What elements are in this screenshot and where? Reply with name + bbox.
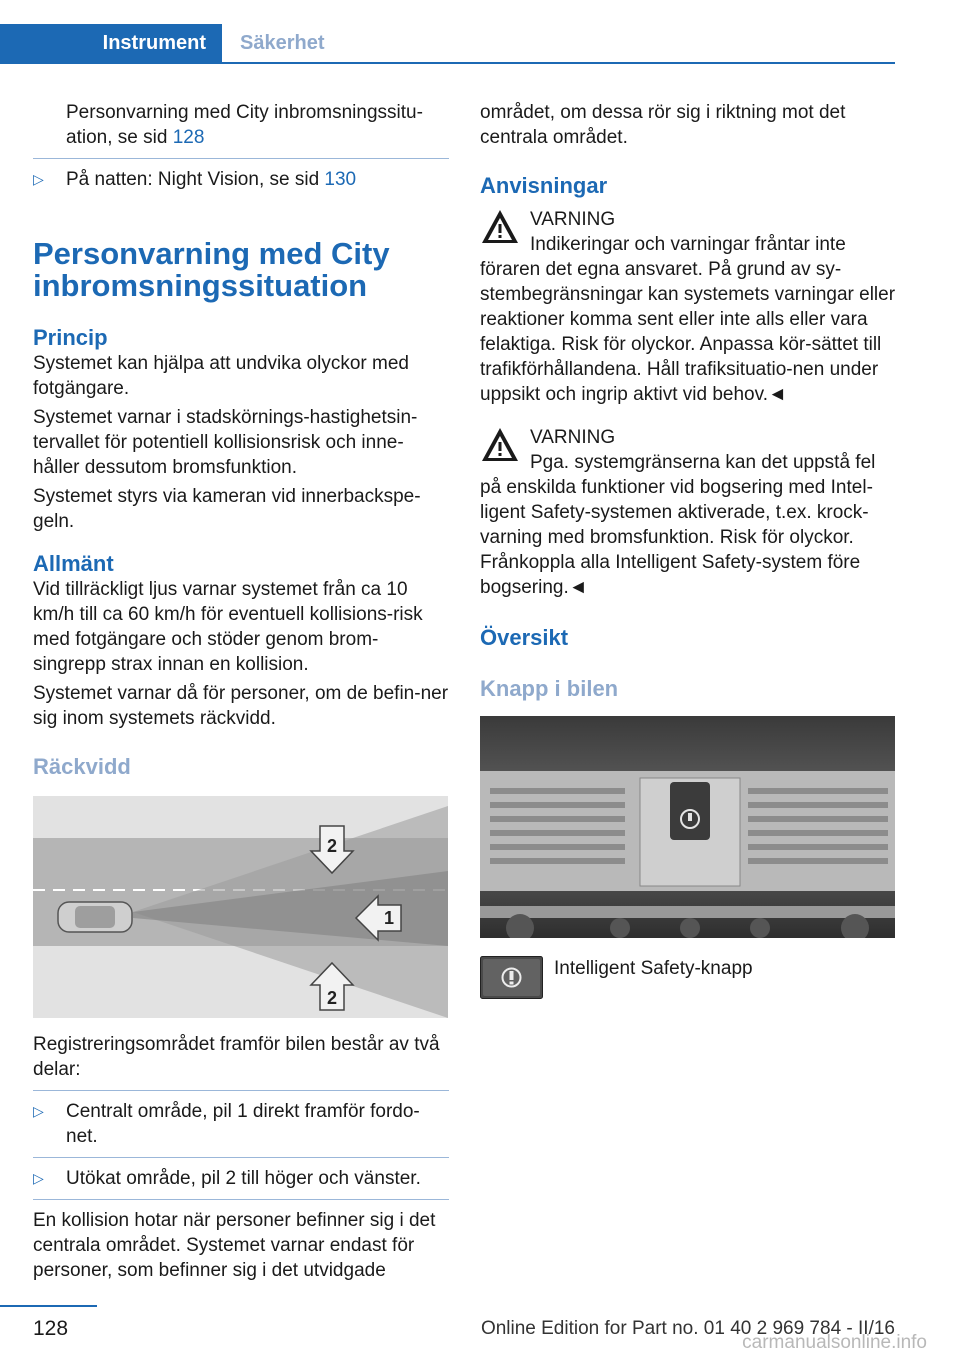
warning-1 [480, 207, 896, 407]
left-column [33, 100, 449, 1283]
bullet-central: ▷ Centralt område, pil 1 direkt framför fordo-net. [33, 1101, 420, 1147]
allmant-p1: Vid tillräckligt ljus varnar systemet från ca 10 km/h till ca 60 km/h för eventuell kollisions-risk med fotgängare och stöder genom brom-singrepp strax innan en kollision. [33, 579, 423, 675]
warning-1-first-line: Indikeringar och varningar fråntar inte [530, 234, 846, 255]
warning-2 [480, 425, 896, 600]
svg-text:2: 2 [326, 988, 338, 1008]
intelligent-safety-button-icon [480, 956, 543, 999]
princip-p1: Systemet kan hjälpa att undvika olyckor med fotgängare. [33, 353, 409, 399]
princip-p3: Systemet styrs via kameran vid innerbackspe-geln. [33, 486, 421, 532]
car-icon [58, 902, 132, 932]
heading-allmant: Allmänt [33, 551, 114, 576]
princip-p2: Systemet varnar i stadskörnings-hastighetsin-tervallet för potentiell kollisionsrisk och inne-håller dessutom bromsfunktion. [33, 407, 418, 478]
tab-sakerhet[interactable]: Säkerhet [240, 32, 325, 54]
allmant-p2: Systemet varnar då för personer, om de befin-ner sig inom systemets räckvidd. [33, 683, 449, 729]
button-caption: Intelligent Safety-knapp [554, 958, 753, 979]
tab-instrument[interactable]: Instrument [0, 24, 222, 62]
warning-2-body: på enskilda funktioner vid bogsering med Intel-ligent Safety-systemen aktiverade, t.ex. krock-varning med bromsfunktion. Risk för olyckor. Frånkoppla alla Intelligent Safety-system före bogsering.◄ [480, 477, 873, 598]
heading-oversikt: Översikt [480, 625, 569, 650]
bullet-triangle-icon: ▷ [33, 171, 44, 187]
heading-princip: Princip [33, 325, 108, 350]
divider [33, 158, 449, 159]
divider [33, 1090, 449, 1091]
bullet-triangle-icon: ▷ [33, 1170, 44, 1186]
heading-rackvidd: Räckvidd [33, 754, 131, 779]
car-button-photo [480, 716, 895, 938]
bullet-extended: ▷ Utökat område, pil 2 till höger och vänster. [33, 1168, 421, 1189]
warning-1-body: föraren det egna ansvaret. På grund av sy-stembegränsningar kan systemets varningar eller reaktioner komma sent eller inte alls eller vara felaktiga. Risk för olyckor. Anpassa kör-sättet till trafikförhållandena. Håll trafiksituatio-nen under uppsikt och ingrip aktivt vid behov.◄ [480, 259, 896, 405]
section-title: Personvarning med City inbromsningssituation [33, 236, 390, 303]
heading-knapp-i-bilen: Knapp i bilen [480, 676, 619, 701]
closing-text: En kollision hotar när personer befinner sig i det centrala området. Systemet varnar endast för personer, som befinner sig i det utvidgade [33, 1210, 436, 1281]
warning-2-first-line: Pga. systemgränserna kan det uppstå fel [530, 452, 876, 473]
footer-rule [0, 1305, 97, 1307]
heading-anvisningar: Anvisningar [480, 173, 608, 198]
page-link-128[interactable]: 128 [172, 127, 205, 148]
page-link-130[interactable]: 130 [324, 169, 357, 190]
bullet-night-vision: ▷ På natten: Night Vision, se sid 130 [33, 169, 357, 190]
range-diagram [33, 796, 448, 1018]
page-number: 128 [33, 1317, 69, 1340]
edition-note: Online Edition for Part no. 01 40 2 969 784 - II/16 [480, 1318, 895, 1339]
warning-triangle-icon [480, 425, 520, 465]
intro-line: Personvarning med City inbromsningssitu-ation, se sid 128 [66, 102, 423, 148]
continued-text: området, om dessa rör sig i riktning mot det centrala området. [480, 102, 846, 148]
watermark: carmanualsonline.info [742, 1332, 927, 1353]
svg-text:2: 2 [326, 836, 338, 856]
divider [33, 1157, 449, 1158]
svg-text:1: 1 [383, 908, 395, 928]
warning-1-title: VARNING [530, 209, 616, 230]
right-column [480, 100, 896, 1000]
button-legend [480, 956, 896, 1000]
divider [33, 1199, 449, 1200]
chapter-tabs [0, 24, 895, 64]
warning-triangle-icon [480, 207, 520, 247]
warning-2-title: VARNING [530, 427, 616, 448]
bullet-triangle-icon: ▷ [33, 1103, 44, 1119]
after-diagram-text: Registreringsområdet framför bilen består av två delar: [33, 1034, 440, 1080]
